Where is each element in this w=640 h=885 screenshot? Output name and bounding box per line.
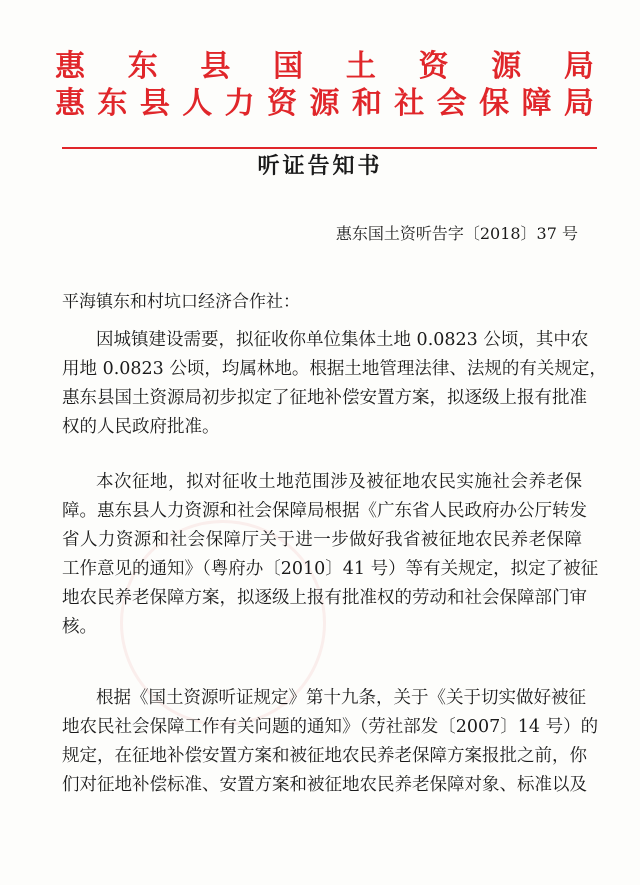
- header-char: 东: [97, 86, 129, 121]
- header-char: 保: [479, 86, 511, 121]
- paragraph-line: 规定，在征地补偿安置方案和被征地农民养老保障方案报批之前，你: [62, 746, 587, 766]
- paragraph-1: [62, 326, 607, 442]
- paragraph-line: 用地 0.0823 公顷，均属林地。根据土地管理法律、法规的有关规定，: [62, 359, 607, 379]
- paragraph-line: 工作意见的通知》（粤府办〔2010〕41 号）等有关规定，拟定了被征: [62, 559, 599, 579]
- header-char: 惠: [55, 49, 86, 84]
- paragraph-line: 障。惠东县人力资源和社会保障局根据《广东省人民政府办公厅转发: [62, 501, 587, 521]
- paragraph-line: 本次征地，拟对征收土地范围涉及被征地农民实施社会养老保: [96, 472, 582, 492]
- header-char: 资: [267, 86, 299, 121]
- red-divider-rule: [62, 147, 597, 149]
- header-char: 源: [491, 49, 523, 84]
- paragraph-line: 地农民社会保障工作有关问题的通知》（劳社部发〔2007〕14 号）的: [62, 717, 599, 737]
- issuer-line-land-resources-bureau: [55, 50, 595, 84]
- paragraph-line: 因城镇建设需要，拟征收你单位集体土地 0.0823 公顷，其中农: [96, 330, 589, 350]
- header-char: 惠: [55, 86, 86, 121]
- paragraph-3: [62, 684, 599, 800]
- header-char: 和: [351, 86, 383, 121]
- paragraph-2: [62, 468, 599, 642]
- paragraph-line: 核。: [62, 617, 97, 637]
- header-char: 障: [521, 86, 553, 121]
- header-char: 力: [224, 86, 256, 121]
- issuer-line-human-resources-bureau: [55, 87, 595, 121]
- paragraph-line: 惠东县国土资源局初步拟定了征地补偿安置方案，拟逐级上报有批准: [62, 388, 587, 408]
- header-char: 县: [200, 49, 232, 84]
- header-char: 源: [309, 86, 341, 121]
- header-char: 局: [563, 49, 595, 84]
- header-char: 土: [345, 49, 377, 84]
- header-char: 县: [139, 86, 171, 121]
- header-char: 局: [563, 86, 595, 121]
- paragraph-line: 们对征地补偿标准、安置方案和被征地农民养老保障对象、标准以及: [62, 775, 587, 795]
- header-char: 社: [394, 86, 426, 121]
- addressee: 平海镇东和村坑口经济合作社：: [62, 292, 300, 312]
- header-char: 人: [182, 86, 214, 121]
- header-char: 东: [127, 49, 159, 84]
- paragraph-line: 根据《国土资源听证规定》第十九条，关于《关于切实做好被征: [96, 688, 586, 708]
- paragraph-line: 省人力资源和社会保障厅关于进一步做好我省被征地农民养老保障: [62, 530, 582, 550]
- header-char: 资: [418, 49, 450, 84]
- paragraph-line: 地农民养老保障方案，拟逐级上报有批准权的劳动和社会保障部门审: [62, 588, 587, 608]
- document-number: 惠东国土资听告字〔2018〕37 号: [335, 224, 578, 243]
- header-char: 会: [436, 86, 468, 121]
- document-title: 听证告知书: [257, 154, 383, 179]
- paragraph-line: 权的人民政府批准。: [62, 417, 220, 437]
- header-char: 国: [273, 49, 305, 84]
